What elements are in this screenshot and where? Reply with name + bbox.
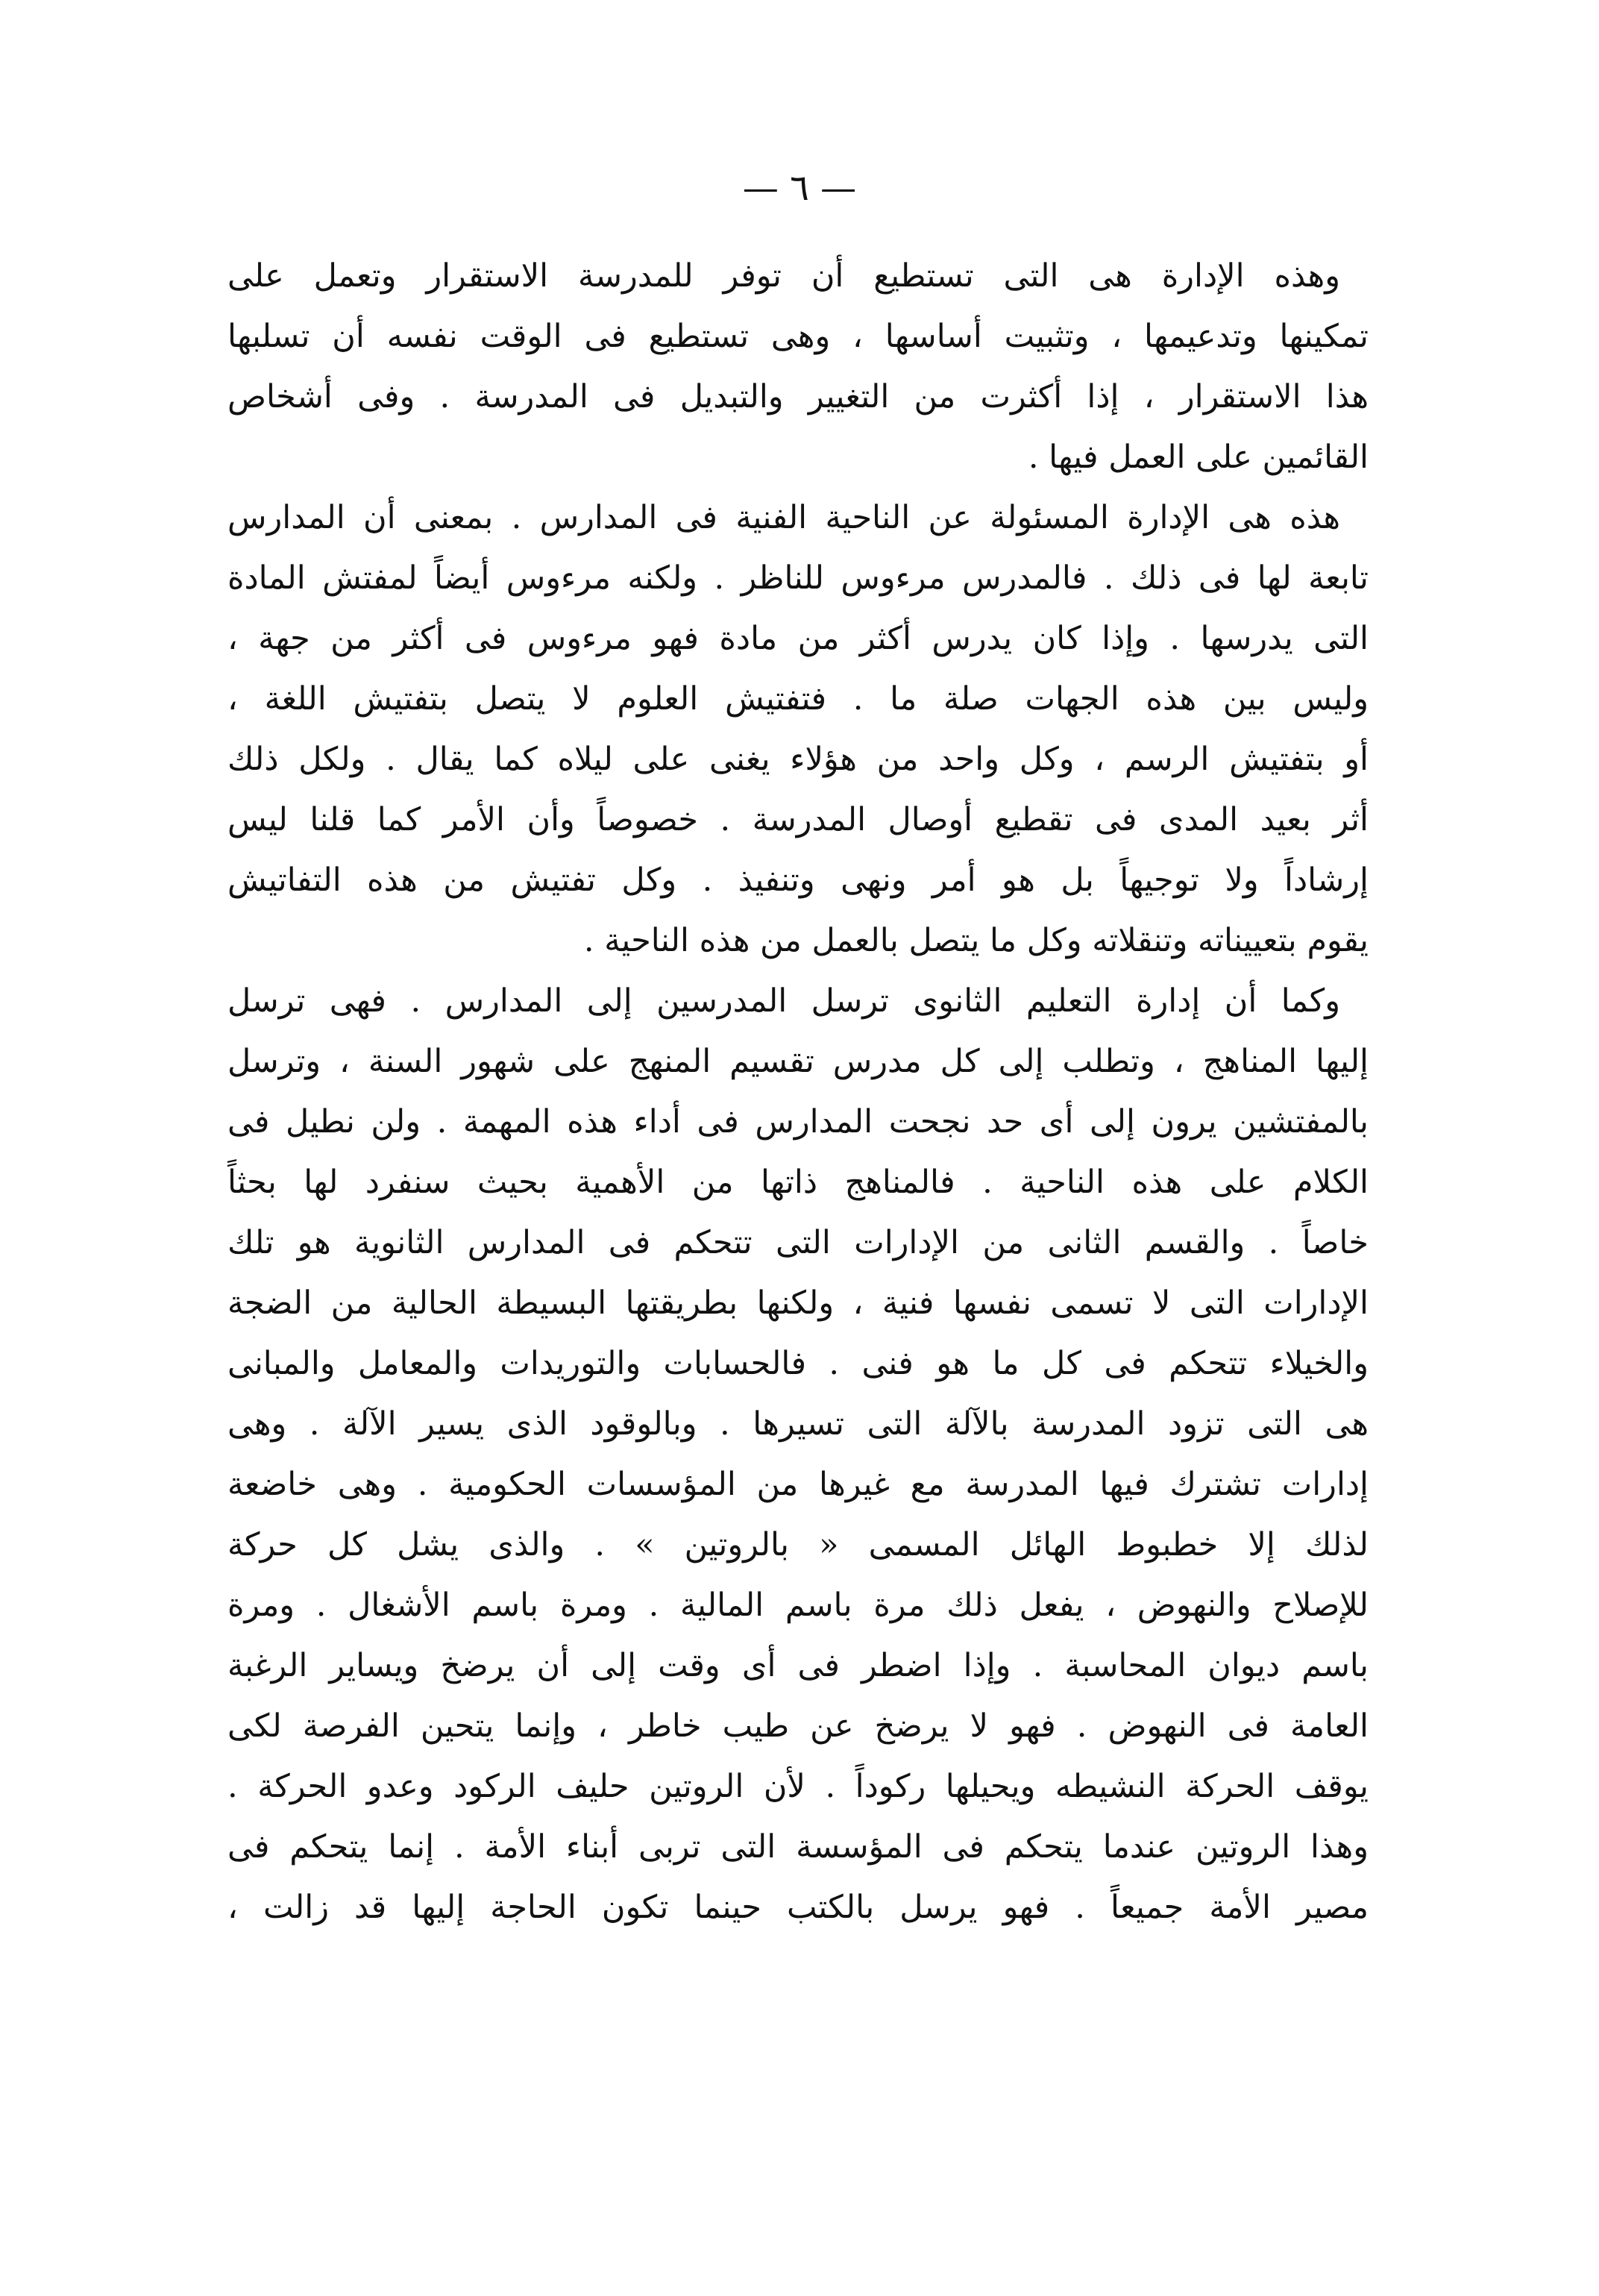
- text-line: باسم ديوان المحاسبة . وإذا اضطر فى أى وقت إلى أن يرضخ ويساير الرغبة: [227, 1647, 1369, 1684]
- text-line: وهذه الإدارة هى التى تستطيع أن توفر للمدرسة الاستقرار وتعمل على: [227, 257, 1340, 295]
- text-line: هذا الاستقرار ، إذا أكثرت من التغيير والتبديل فى المدرسة . وفى أشخاص: [227, 378, 1369, 415]
- text-line: إدارات تشترك فيها المدرسة مع غيرها من المؤسسات الحكومية . وهى خاضعة: [227, 1466, 1369, 1503]
- text-line: الإدارات التى لا تسمى نفسها فنية ، ولكنها بطريقتها البسيطة الحالية من الضجة: [227, 1285, 1369, 1322]
- text-line: العامة فى النهوض . فهو لا يرضخ عن طيب خاطر ، وإنما يتحين الفرصة لكى: [227, 1707, 1369, 1745]
- text-line: وكما أن إدارة التعليم الثانوى ترسل المدرسين إلى المدارس . فهى ترسل: [227, 982, 1340, 1020]
- text-line: للإصلاح والنهوض ، يفعل ذلك مرة باسم المالية . ومرة باسم الأشغال . ومرة: [227, 1587, 1369, 1624]
- text-line: بالمفتشين يرون إلى أى حد نجحت المدارس فى أداء هذه المهمة . ولن نطيل فى: [227, 1103, 1369, 1141]
- text-line: يقوم بتعييناته وتنقلاته وكل ما يتصل بالعمل من هذه الناحية .: [583, 922, 1369, 959]
- text-line: والخيلاء تتحكم فى كل ما هو فنى . فالحسابات والتوريدات والمعامل والمبانى: [227, 1345, 1369, 1382]
- text-line: إرشاداً ولا توجيهاً بل هو أمر ونهى وتنفيذ . وكل تفتيش من هذه التفاتيش: [227, 862, 1369, 899]
- paragraph-1: [227, 246, 1369, 488]
- text-line: إليها المناهج ، وتطلب إلى كل مدرس تقسيم المنهج على شهور السنة ، وترسل: [227, 1043, 1369, 1080]
- text-line: هى التى تزود المدرسة بالآلة التى تسيرها . وبالوقود الذى يسير الآلة . وهى: [227, 1405, 1369, 1443]
- text-line: وليس بين هذه الجهات صلة ما . فتفتيش العلوم لا يتصل بتفتيش اللغة ،: [227, 680, 1369, 718]
- text-line: لذلك إلا خطبوط الهائل المسمى « بالروتين » . والذى يشل كل حركة: [227, 1526, 1369, 1563]
- text-line: خاصاً . والقسم الثانى من الإدارات التى تتحكم فى المدارس الثانوية هو تلك: [227, 1224, 1369, 1261]
- text-line: الكلام على هذه الناحية . فالمناهج ذاتها من الأهمية بحيث سنفرد لها بحثاً: [227, 1164, 1369, 1201]
- text-line: أو بتفتيش الرسم ، وكل واحد من هؤلاء يغنى على ليلاه كما يقال . ولكل ذلك: [227, 741, 1369, 778]
- text-line: يوقف الحركة النشيطه ويحيلها ركوداً . لأن الروتين حليف الركود وعدو الحركة .: [227, 1768, 1369, 1805]
- paragraph-3: [227, 971, 1369, 1938]
- text-line: مصير الأمة جميعاً . فهو يرسل بالكتب حينما تكون الحاجة إليها قد زالت ،: [227, 1889, 1369, 1926]
- text-line: التى يدرسها . وإذا كان يدرس أكثر من مادة فهو مرءوس فى أكثر من جهة ،: [227, 620, 1369, 657]
- text-line: تمكينها وتدعيمها ، وتثبيت أساسها ، وهى تستطيع فى الوقت نفسه أن تسلبها: [227, 318, 1369, 355]
- text-line: أثر بعيد المدى فى تقطيع أوصال المدرسة . خصوصاً وأن الأمر كما قلنا ليس: [227, 801, 1369, 838]
- page-number: — ٦ —: [742, 167, 857, 209]
- paragraph-2: [227, 488, 1369, 971]
- text-line: وهذا الروتين عندما يتحكم فى المؤسسة التى تربى أبناء الأمة . إنما يتحكم فى: [227, 1828, 1369, 1866]
- text-line: هذه هى الإدارة المسئولة عن الناحية الفنية فى المدارس . بمعنى أن المدارس: [227, 499, 1340, 536]
- body-text: [227, 246, 1369, 1938]
- text-line: تابعة لها فى ذلك . فالمدرس مرءوس للناظر . ولكنه مرءوس أيضاً لمفتش المادة: [227, 559, 1369, 597]
- text-line: القائمين على العمل فيها .: [1028, 439, 1369, 476]
